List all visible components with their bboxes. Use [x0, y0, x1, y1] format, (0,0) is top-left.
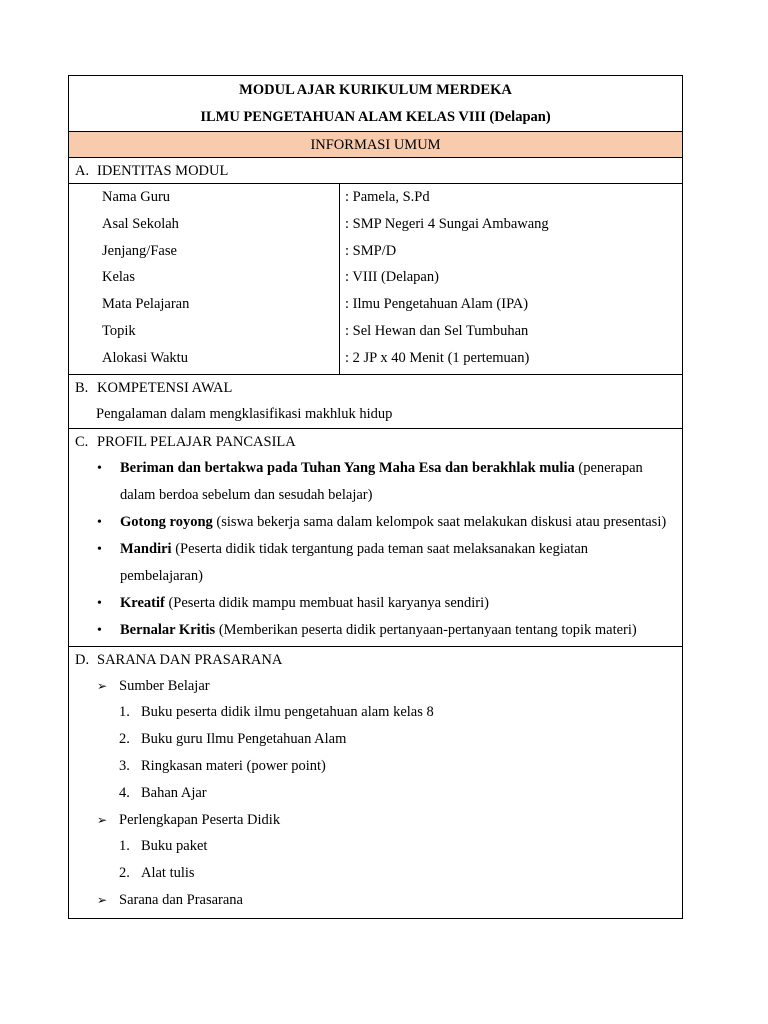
- list-item: [69, 780, 682, 807]
- item-text: Bahan Ajar: [141, 784, 207, 801]
- title-line-2: ILMU PENGETAHUAN ALAM KELAS VIII (Delapan): [200, 109, 551, 125]
- item-text: Alat tulis: [141, 865, 195, 882]
- profile-desc: (Peserta didik tidak tergantung pada teman saat melaksanakan kegiatan pembelajaran): [120, 540, 589, 584]
- section-b-letter: B.: [75, 379, 89, 396]
- profile-term: Kreatif: [120, 594, 165, 611]
- identity-label: Mata Pelajaran: [102, 296, 190, 313]
- bullet-icon: •: [97, 595, 102, 611]
- item-text: Ringkasan materi (power point): [141, 757, 326, 774]
- section-b-heading: [69, 375, 682, 401]
- profile-desc: (penerapan dalam berdoa sebelum dan sesudah belajar): [120, 459, 643, 503]
- identity-value: : VIII (Delapan): [345, 269, 439, 286]
- info-banner: INFORMASI UMUM: [69, 132, 682, 158]
- item-text: Buku guru Ilmu Pengetahuan Alam: [141, 731, 347, 748]
- profile-term: Gotong royong: [120, 513, 213, 530]
- module-document: [68, 75, 683, 919]
- profile-desc: (Peserta didik mampu membuat hasil karyanya sendiri): [164, 594, 489, 611]
- section-c-title: PROFIL PELAJAR PANCASILA: [97, 433, 296, 450]
- section-c-heading: [69, 429, 682, 455]
- identity-value: : Pamela, S.Pd: [345, 189, 430, 205]
- identity-value: : SMP/D: [345, 242, 397, 259]
- section-d: [69, 647, 682, 918]
- section-a-title: IDENTITAS MODUL: [97, 163, 229, 179]
- identity-label: Asal Sekolah: [102, 215, 179, 232]
- identity-label: Alokasi Waktu: [102, 349, 188, 366]
- profile-desc: (siswa bekerja sama dalam kelompok saat melakukan diskusi atau presentasi): [212, 513, 667, 530]
- section-a-letter: A.: [75, 163, 90, 179]
- identity-value: : 2 JP x 40 Menit (1 pertemuan): [345, 349, 530, 366]
- section-a-heading: [69, 158, 682, 184]
- identity-label: Topik: [102, 322, 136, 339]
- list-item: [97, 455, 682, 509]
- identity-table: [69, 184, 682, 375]
- identity-label: Nama Guru: [102, 189, 171, 205]
- item-number: 1.: [119, 704, 130, 721]
- item-number: 2.: [119, 865, 130, 882]
- profile-term: Bernalar Kritis: [120, 621, 216, 638]
- profile-term: Beriman dan bertakwa pada Tuhan Yang Maha Esa dan berakhlak mulia: [120, 459, 575, 476]
- profile-desc: (Memberikan peserta didik pertanyaan-pertanyaan tentang topik materi): [215, 621, 637, 638]
- item-number: 4.: [119, 784, 130, 801]
- identity-labels: [69, 184, 340, 374]
- identity-value: : SMP Negeri 4 Sungai Ambawang: [345, 215, 549, 232]
- arrow-bullet-icon: ➢: [97, 892, 108, 907]
- list-item: [69, 753, 682, 780]
- identity-values: [340, 184, 682, 374]
- title-line-1: MODUL AJAR KURIKULUM MERDEKA: [239, 82, 512, 98]
- section-c: [69, 429, 682, 647]
- section-d-letter: D.: [75, 651, 90, 668]
- item-number: 2.: [119, 731, 130, 748]
- identity-value: : Ilmu Pengetahuan Alam (IPA): [345, 296, 529, 313]
- bullet-icon: •: [97, 541, 102, 557]
- list-item: [69, 726, 682, 753]
- document-title: [69, 76, 682, 132]
- list-item: [69, 860, 682, 887]
- group-title: Sumber Belajar: [119, 677, 210, 694]
- list-item: [69, 699, 682, 726]
- section-b: [69, 375, 682, 429]
- arrow-bullet-icon: ➢: [97, 678, 108, 693]
- identity-value: : Sel Hewan dan Sel Tumbuhan: [345, 322, 529, 339]
- list-item: [97, 509, 682, 536]
- item-number: 3.: [119, 757, 130, 774]
- section-c-letter: C.: [75, 433, 89, 450]
- facility-group-title: [69, 673, 682, 700]
- facility-group-title: [69, 807, 682, 834]
- bullet-icon: •: [97, 622, 102, 638]
- group-title: Sarana dan Prasarana: [119, 891, 243, 908]
- profile-list: [69, 455, 682, 644]
- identity-label: Jenjang/Fase: [102, 242, 177, 259]
- profile-term: Mandiri: [120, 540, 172, 557]
- section-d-heading: [69, 647, 682, 673]
- item-text: Buku peserta didik ilmu pengetahuan alam kelas 8: [141, 704, 434, 721]
- section-b-title: KOMPETENSI AWAL: [97, 379, 233, 396]
- list-item: [69, 833, 682, 860]
- section-d-title: SARANA DAN PRASARANA: [97, 651, 283, 668]
- facility-group-title: [69, 887, 682, 914]
- identity-label: Kelas: [102, 269, 136, 286]
- list-item: [97, 536, 682, 590]
- bullet-icon: •: [97, 514, 102, 530]
- group-title: Perlengkapan Peserta Didik: [119, 811, 281, 828]
- section-b-text: Pengalaman dalam mengklasifikasi makhluk hidup: [96, 405, 393, 422]
- list-item: [97, 617, 682, 644]
- arrow-bullet-icon: ➢: [97, 812, 108, 827]
- list-item: [97, 590, 682, 617]
- item-number: 1.: [119, 838, 130, 855]
- bullet-icon: •: [97, 460, 102, 476]
- item-text: Buku paket: [141, 838, 208, 855]
